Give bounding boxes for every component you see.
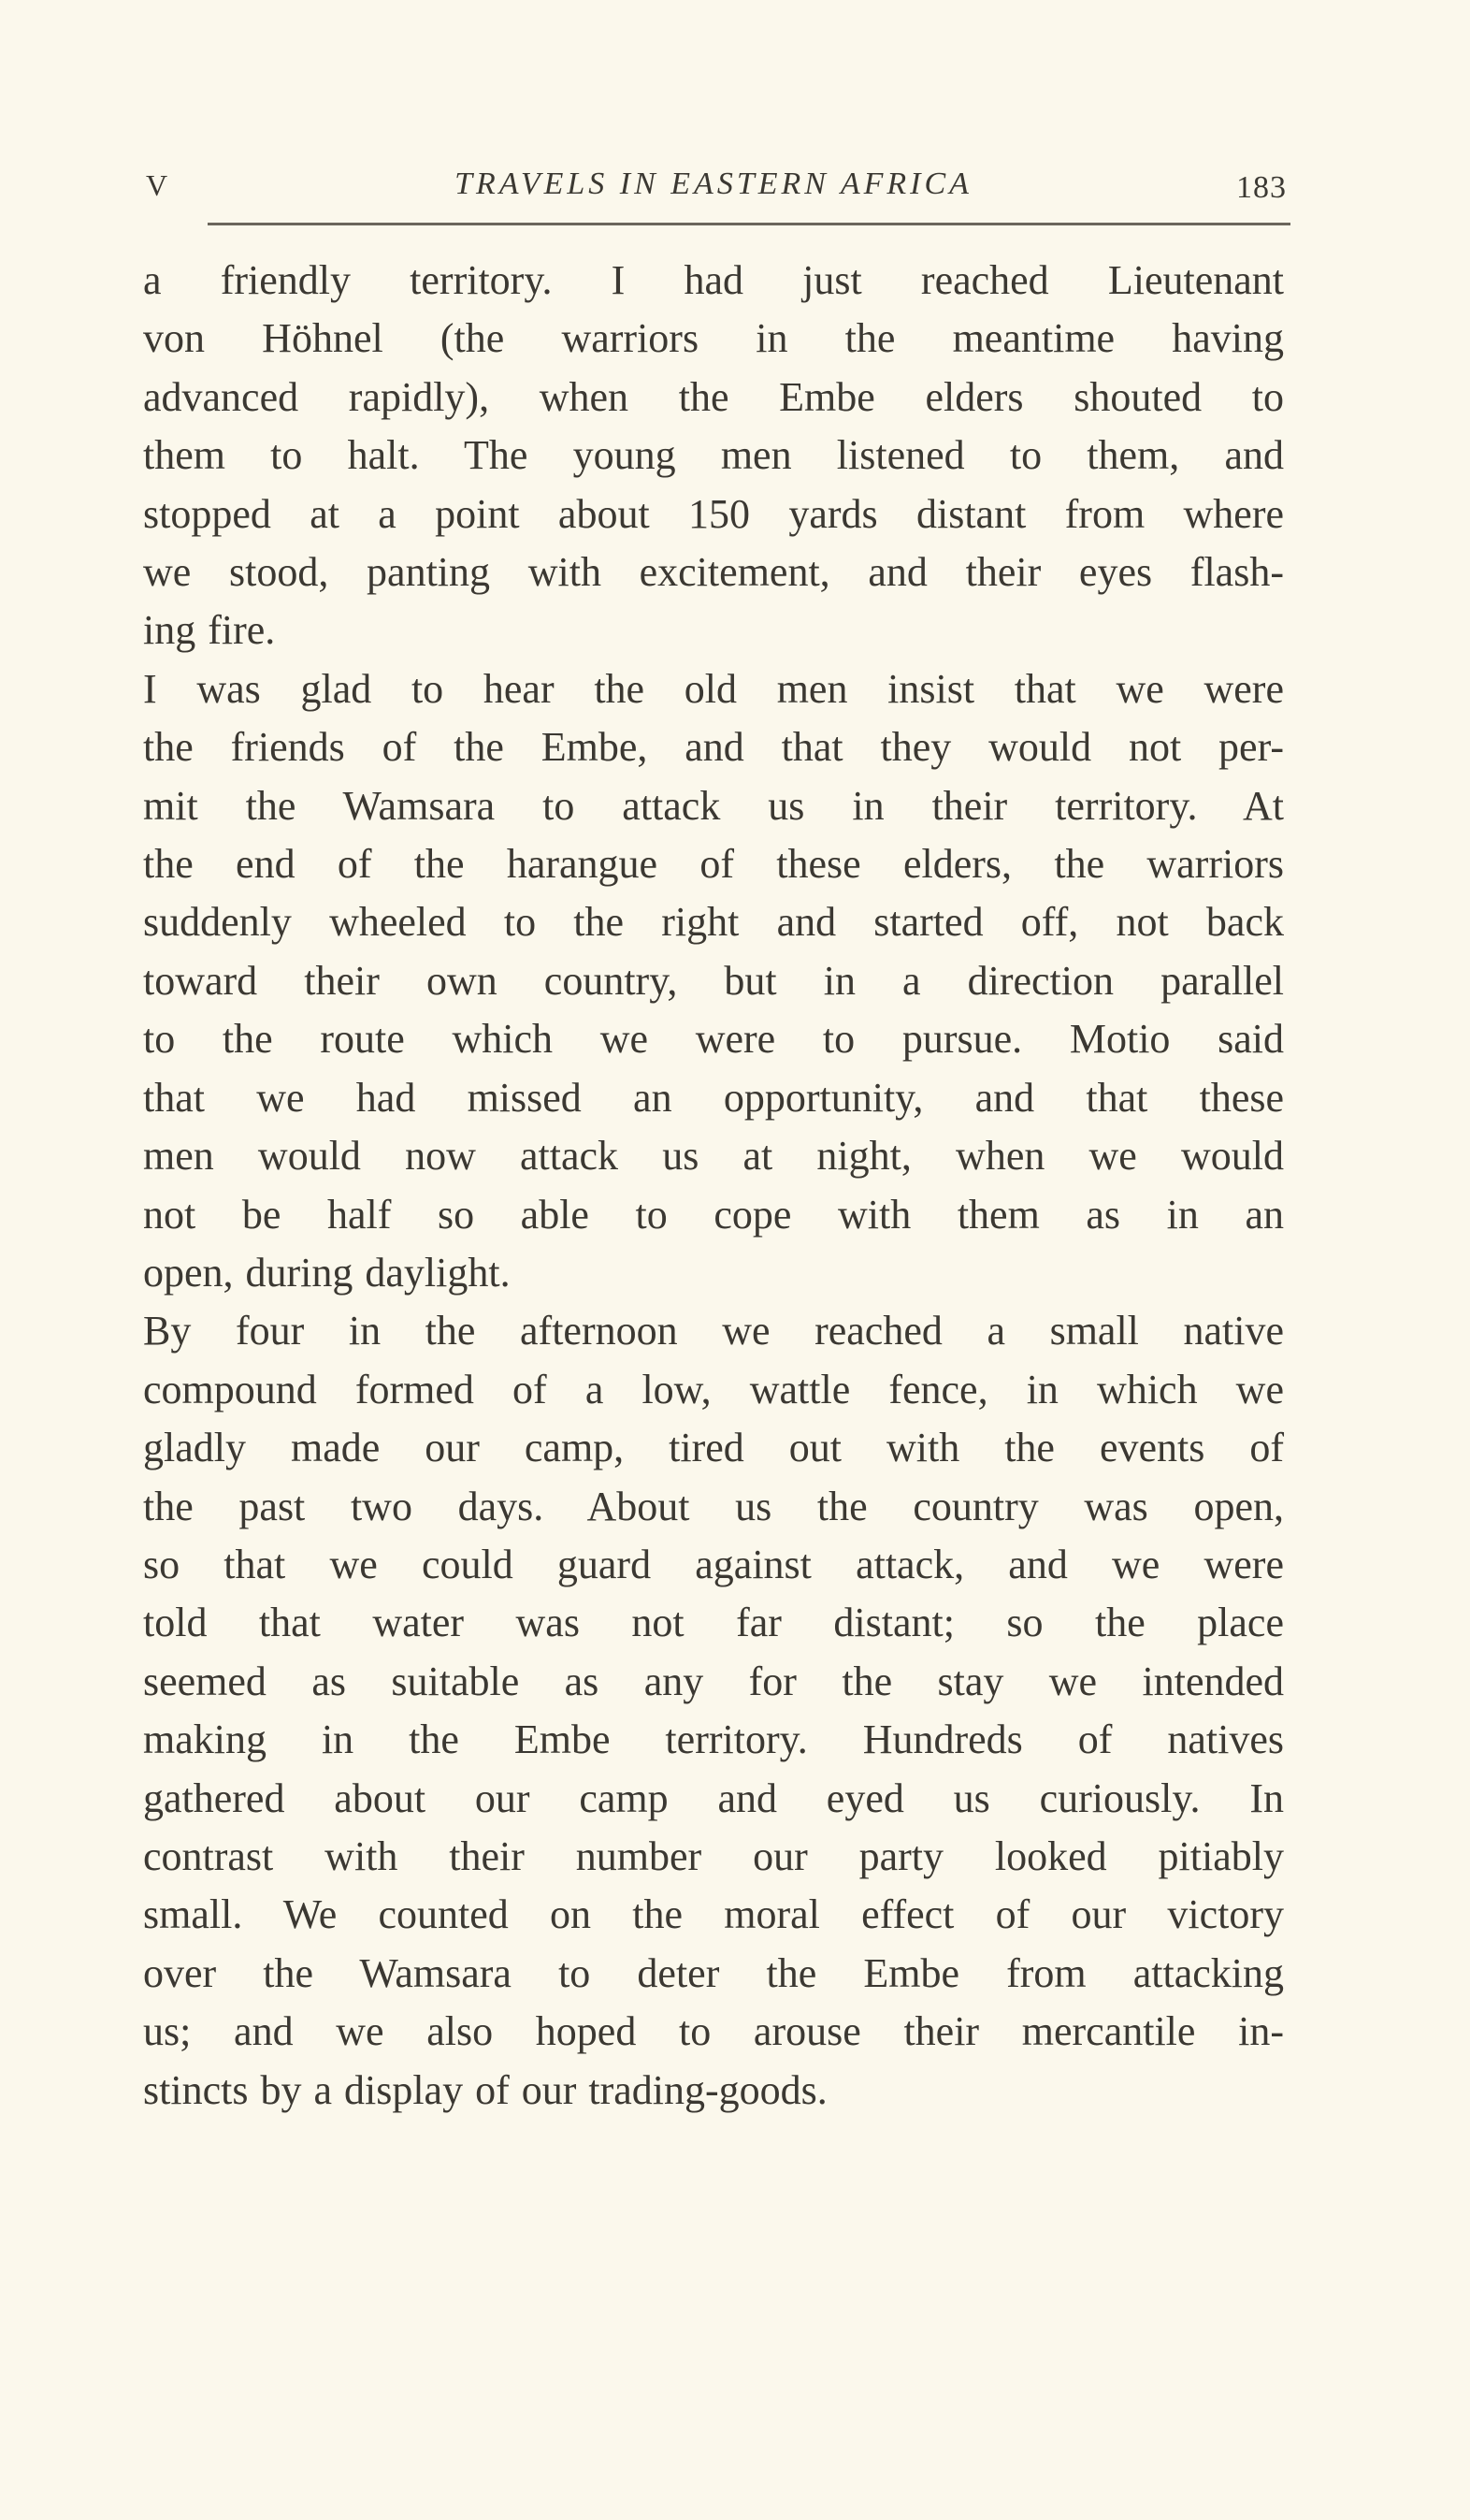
body-text [143,252,1284,2120]
paragraph-2 [143,660,1284,1302]
text-line: a friendly territory. I had just reached Lieutenant [143,257,1284,303]
text-line: that we had missed an opportunity, and that these [143,1074,1284,1121]
text-line: over the Wamsara to deter the Embe from attacking [143,1949,1284,1996]
text-line: gladly made our camp, tired out with the events of [143,1425,1284,1471]
text-line: small. We counted on the moral effect of our victory [143,1891,1284,1938]
text-line: I was glad to hear the old men insist that we were [143,665,1284,712]
text-line: stincts by a display of our trading-goods. [143,2066,828,2113]
paragraph-3 [143,1302,1284,2120]
page-number: 183 [1236,170,1287,205]
text-line: By four in the afternoon we reached a small native [143,1308,1284,1354]
text-line: them to halt. The young men listened to them, and [143,432,1284,479]
paragraph-1 [143,252,1284,660]
text-line: making in the Embe territory. Hundreds of natives [143,1716,1284,1763]
text-line: toward their own country, but in a direction parallel [143,957,1284,1004]
text-line: the end of the harangue of these elders, the warriors [143,841,1284,888]
text-line: so that we could guard against attack, and we were [143,1541,1284,1587]
text-line: von Höhnel (the warriors in the meantime having [143,315,1284,362]
text-line: told that water was not far distant; so the place [143,1600,1284,1646]
text-line: not be half so able to cope with them as in an [143,1191,1284,1238]
text-line: seemed as suitable as any for the stay we intended [143,1658,1284,1704]
text-line: we stood, panting with excitement, and their eyes flash- [143,549,1284,596]
text-line: us; and we also hoped to arouse their mercantile in- [143,2008,1284,2055]
text-line: the past two days. About us the country was open, [143,1483,1284,1529]
running-header [140,157,1287,210]
text-line: the friends of the Embe, and that they would not per- [143,724,1284,771]
text-line: ing fire. [143,607,276,654]
text-line: suddenly wheeled to the right and started off, not back [143,899,1284,946]
text-line: stopped at a point about 150 yards distant from where [143,490,1284,537]
chapter-number: V [146,168,169,202]
text-line: compound formed of a low, wattle fence, in which we [143,1366,1284,1412]
text-line: advanced rapidly), when the Embe elders shouted to [143,373,1284,420]
header-rule [208,223,1290,225]
text-line: gathered about our camp and eyed us curiously. In [143,1774,1284,1821]
text-line: open, during daylight. [143,1249,511,1296]
running-title: TRAVELS IN EASTERN AFRICA [454,167,973,201]
text-line: men would now attack us at night, when we would [143,1133,1284,1180]
text-line: to the route which we were to pursue. Motio said [143,1016,1284,1063]
text-line: mit the Wamsara to attack us in their territory. At [143,782,1284,829]
text-line: contrast with their number our party looked pitiably [143,1832,1284,1879]
